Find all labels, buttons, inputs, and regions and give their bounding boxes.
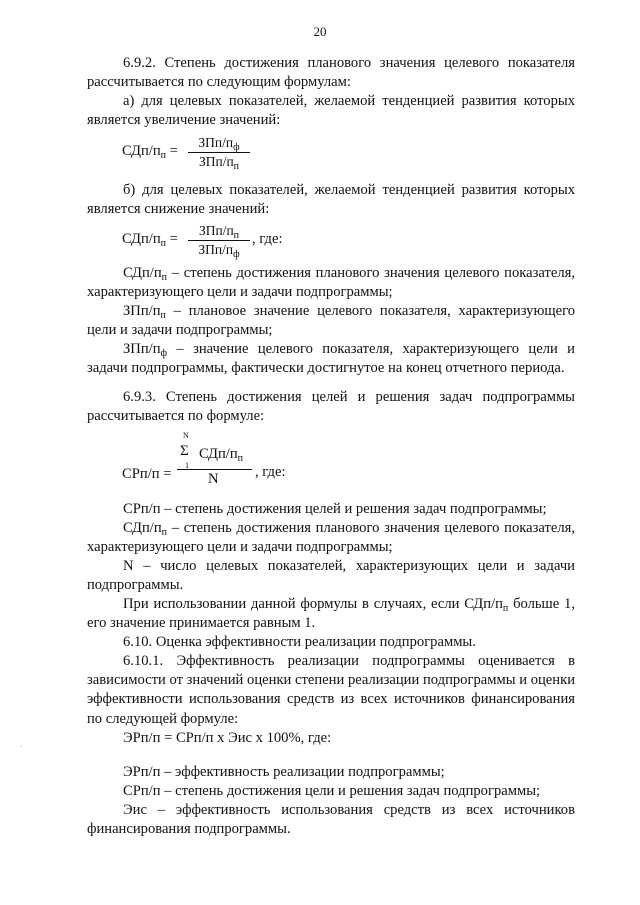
paragraph-6-9-2: 6.9.2. Степень достижения планового значения целевого показателя рассчитывается по следующим формулам: (87, 55, 575, 91)
definition-sr: СРп/п – степень достижения целей и решения задач подпрограммы; (123, 501, 547, 517)
formula-sr-tail: , где: (255, 464, 286, 480)
formula-sr-denominator: N (208, 471, 219, 487)
formula-increase-fraction: ЗПп/$п_ф$ ЗПп/$п_п$ (188, 135, 250, 170)
sum-sigma: Σ (180, 443, 189, 459)
formula-decrease-fraction: ЗПп/$п_п$ ЗПп/$п_ф$ (188, 223, 250, 258)
paragraph-usage-note: При использовании данной формулы в случаях, если СДп/$п_п$ больше 1, его значение принимается равным 1. (87, 596, 575, 632)
definition-sr-2: СРп/п – степень достижения цели и решения задач подпрограммы; (123, 783, 541, 799)
definition-er: ЭРп/п – эффективность реализации подпрограммы; (123, 764, 445, 780)
formula-decrease-lhs: СДп/$п_п$ = (122, 231, 178, 249)
paragraph-6-10-1: 6.10.1. Эффективность реализации подпрограммы оценивается в зависимости от значений оценки степени реализации подпрограммы и оценки эффективности использования средств из всех источников финансирования по следующей формуле: (87, 653, 575, 727)
formula-er: ЭРп/п = СРп/п х Эис х 100%, где: (123, 730, 332, 746)
scan-artifact-mark: · (20, 742, 23, 751)
formula-sr-fraction-bar (177, 469, 252, 470)
paragraph-6-9-3: 6.9.3. Степень достижения целей и решения задач подпрограммы рассчитывается по формуле: (87, 389, 575, 425)
paragraph-case-a: а) для целевых показателей, желаемой тенденцией развития которых является увеличение значений: (87, 93, 575, 129)
page-number: 20 (313, 24, 327, 39)
sum-upper-limit: N (183, 431, 189, 440)
sum-lower-limit: 1 (185, 461, 189, 470)
paragraph-case-b: б) для целевых показателей, желаемой тенденцией развития которых является снижение значений: (87, 182, 575, 218)
definition-zp-plan: ЗПп/$п_п$ – плановое значение целевого показателя, характеризующего цели и задачи подпрограммы; (87, 303, 575, 339)
definition-sd: СДп/$п_п$ – степень достижения планового значения целевого показателя, характеризующего цели и задачи подпрограммы; (87, 265, 575, 301)
formula-sr-numerator: СДп/$п_п$ (199, 446, 243, 464)
definition-n: N – число целевых показателей, характеризующих цели и задачи подпрограммы. (87, 558, 575, 594)
formula-decrease-tail: , где: (252, 231, 283, 247)
paragraph-6-10: 6.10. Оценка эффективности реализации подпрограммы. (123, 634, 476, 650)
definition-sd-2: СДп/$п_п$ – степень достижения планового значения целевого показателя, характеризующего цели и задачи подпрограммы; (87, 520, 575, 556)
definition-zp-fact: ЗПп/$п_ф$ – значение целевого показателя, характеризующего цели и задачи подпрограммы, фактически достигнутое на конец отчетного периода. (87, 341, 575, 377)
formula-increase-lhs: СДп/$п_п$ = (122, 143, 178, 161)
formula-sr-lhs: СРп/п = (122, 466, 172, 482)
definition-eis: Эис – эффективность использования средств из всех источников финансирования подпрограммы. (87, 802, 575, 838)
